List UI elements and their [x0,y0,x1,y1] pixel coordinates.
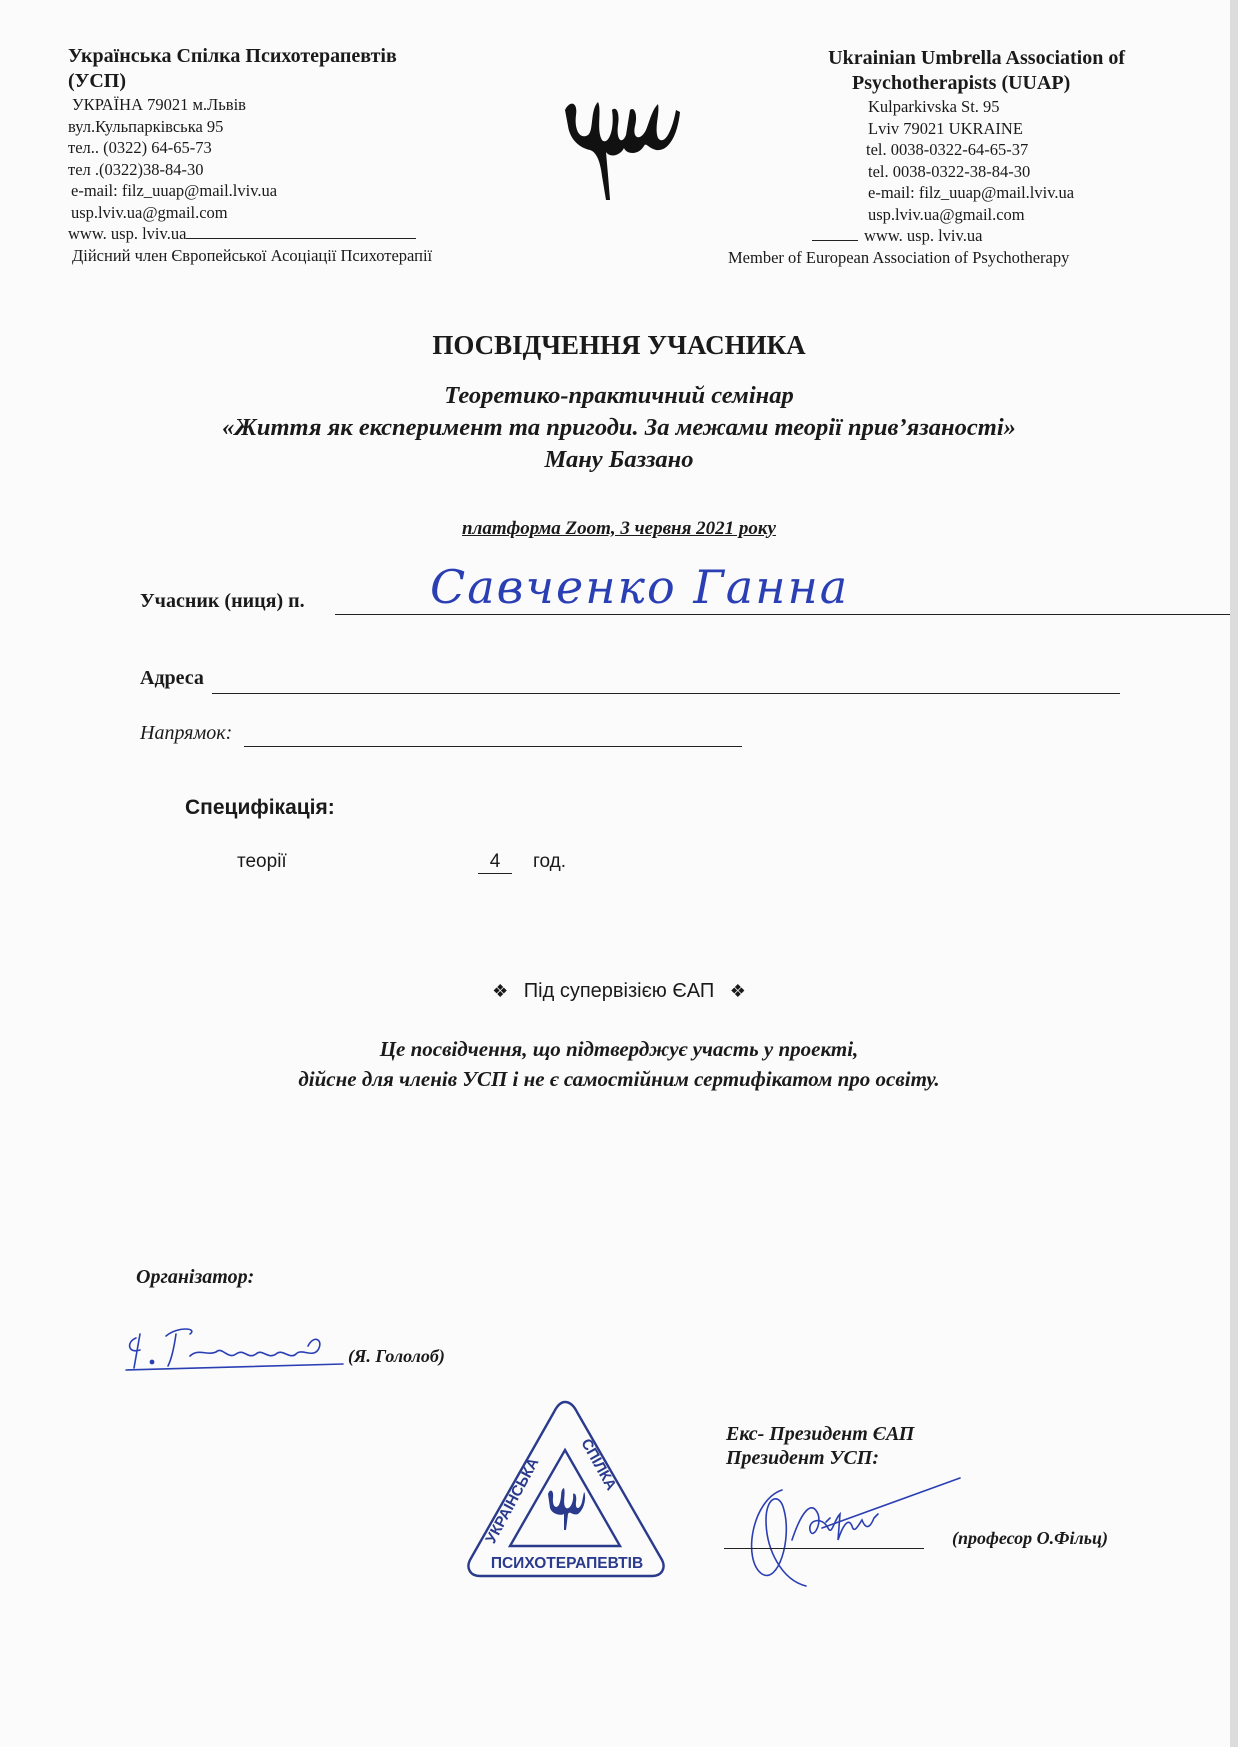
stamp-right-text: СПІЛКА [577,1435,620,1494]
phone-line: tel. 0038-0322-38-84-30 [868,161,1031,181]
membership-line: Дійсний член Європейської Асоціації Психотерапії [72,245,433,265]
participant-label: Учасник (ниця) п. [140,590,305,612]
uuap-logo-icon [560,80,690,210]
scan-edge [1230,0,1238,1747]
note-line: дійсне для членів УСП і не є самостійним сертифікатом про освіту. [298,1067,940,1091]
seminar-name: «Життя як експеримент та пригоди. За межами теорії прив’язаності» [222,414,1016,441]
document-title: ПОСВІДЧЕННЯ УЧАСНИКА [432,330,806,360]
seminar-speaker: Ману Баззано [544,446,694,473]
email-line: usp.lviv.ua@gmail.com [71,202,228,222]
header-left [68,44,528,266]
address-line [212,693,1120,694]
direction-field [140,722,232,745]
email-line: e-mail: filz_uuap@mail.lviv.ua [71,181,278,200]
organizer-signature-icon [118,1320,348,1376]
president-titles [726,1422,914,1470]
web-line: www. usp. lviv.ua [720,225,1140,247]
participant-field [140,560,1120,614]
city-line: Lviv 79021 UKRAINE [868,118,1023,138]
header-right [720,46,1140,268]
organizer-label: Організатор: [136,1266,255,1288]
theory-label: теорії [237,851,287,872]
phone-line: тел .(0322)38-84-30 [68,159,204,179]
seminar-type: Теоретико-практичний семінар [444,382,794,409]
street-line: вул.Кульпарківська 95 [68,116,224,136]
participant-line [335,614,1238,615]
email-line: usp.lviv.ua@gmail.com [868,204,1025,224]
direction-label: Напрямок: [140,722,233,744]
web-line: www. usp. lviv.ua [68,223,528,245]
stamp-bottom-text: ПСИХОТЕРАПЕВТІВ [490,1555,644,1572]
president-signature-icon [722,1470,962,1590]
org-name-en: Ukrainian Umbrella Association of [828,47,1125,69]
president-title-eap: Екс- Президент ЄАП [726,1423,915,1445]
hours-value: 4 [478,851,512,874]
address-field [140,667,1120,690]
specification-label: Специфікація: [185,796,335,819]
org-name-ua: Українська Спілка Психотерапевтів [68,45,397,67]
validity-note [0,1034,1238,1094]
phone-line: тел.. (0322) 64-65-73 [68,138,212,157]
president-title-usp: Президент УСП: [726,1447,880,1469]
email-line: e-mail: filz_uuap@mail.lviv.ua [868,183,1075,202]
org-abbr-en: Psychotherapists (UUAP) [852,72,1071,94]
org-abbr-ua: (УСП) [68,70,126,92]
ornament-icon: ❖ [492,981,509,1001]
president-name: (професор О.Фільц) [952,1528,1108,1548]
hours-unit: год. [533,851,567,872]
organizer-name: (Я. Гололоб) [348,1346,445,1366]
address-line: Kulparkivska St. 95 [868,97,1000,116]
organization-stamp-icon [462,1398,672,1588]
phone-line: tel. 0038-0322-64-65-37 [866,140,1029,159]
ornament-icon: ❖ [729,981,746,1001]
supervision-text: Під супервізією ЄАП [523,980,715,1002]
membership-line: Member of European Association of Psychotherapy [728,247,1070,267]
address-line: УКРАЇНА 79021 м.Львів [72,95,246,114]
participant-name-handwritten: Савченко Ганна [430,560,850,614]
president-signature-line [724,1548,924,1549]
seminar-block [0,380,1238,476]
stamp-left-text: УКРАЇНСЬКА [482,1455,543,1547]
direction-line [244,746,742,747]
supervision-line [0,980,1238,1003]
platform-date: платформа Zoom, 3 червня 2021 року [462,518,776,539]
address-label: Адреса [140,667,204,689]
note-line: Це посвідчення, що підтверджує участь у проекті, [379,1037,859,1061]
